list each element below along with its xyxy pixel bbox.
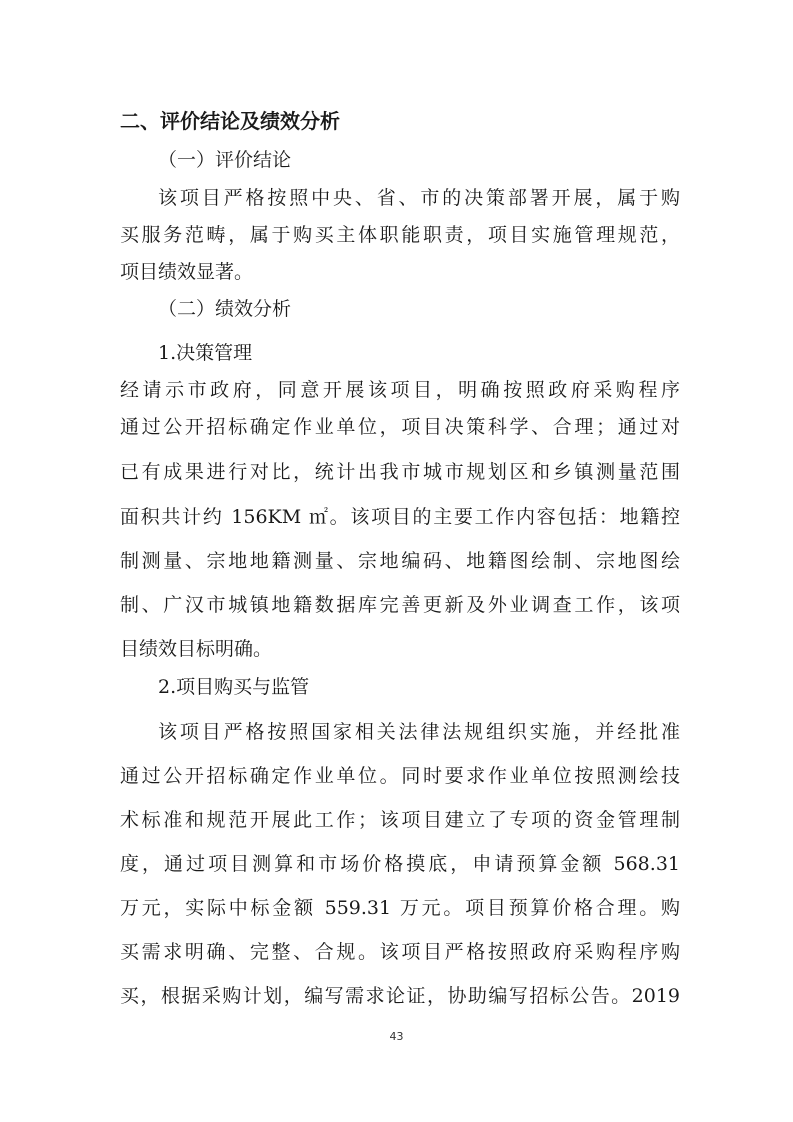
paragraph-line: 万元，实际中标金额 559.31 万元。项目预算价格合理。购 xyxy=(120,897,680,919)
paragraph-line: 面积共计约 156KM ㎡。该项目的主要工作内容包括：地籍控 xyxy=(120,506,680,528)
paragraph-line: 度，通过项目测算和市场价格摸底，申请预算金额 568.31 xyxy=(120,853,680,875)
subsection-title-performance-analysis: （二）绩效分析 xyxy=(158,298,292,320)
paragraph-line: 制、广汉市城镇地籍数据库完善更新及外业调查工作，该项 xyxy=(120,594,680,616)
paragraph-line: 已有成果进行对比，统计出我市城市规划区和乡镇测量范围 xyxy=(120,461,680,483)
paragraph-line: 通过公开招标确定作业单位，项目决策科学、合理；通过对 xyxy=(120,416,680,438)
paragraph-line: 术标准和规范开展此工作；该项目建立了专项的资金管理制 xyxy=(120,809,680,831)
paragraph-line: 经请示市政府，同意开展该项目，明确按照政府采购程序 xyxy=(120,379,680,401)
paragraph-line: 买需求明确、完整、合规。该项目严格按照政府采购程序购 xyxy=(120,941,680,963)
page-number: 43 xyxy=(389,1030,404,1043)
paragraph-line: 制测量、宗地地籍测量、宗地编码、地籍图绘制、宗地图绘 xyxy=(120,550,680,572)
paragraph-line: 买，根据采购计划，编写需求论证，协助编写招标公告。2019 xyxy=(120,985,680,1007)
paragraph-line: 买服务范畴，属于购买主体职能职责，项目实施管理规范， xyxy=(120,224,680,246)
subsection-title-evaluation-conclusion: （一）评价结论 xyxy=(158,149,292,171)
paragraph-line: 目绩效目标明确。 xyxy=(120,638,273,660)
item-title-procurement-and-supervision: 2.项目购买与监管 xyxy=(158,676,310,698)
paragraph-line: 项目绩效显著。 xyxy=(120,261,254,283)
paragraph-line: 该项目严格按照中央、省、市的决策部署开展，属于购 xyxy=(158,187,680,209)
section-heading: 二、评价结论及绩效分析 xyxy=(120,109,340,133)
paragraph-line: 通过公开招标确定作业单位。同时要求作业单位按照测绘技 xyxy=(120,765,680,787)
item-title-decision-management: 1.决策管理 xyxy=(158,342,253,364)
paragraph-line: 该项目严格按照国家相关法律法规组织实施，并经批准 xyxy=(158,721,680,743)
